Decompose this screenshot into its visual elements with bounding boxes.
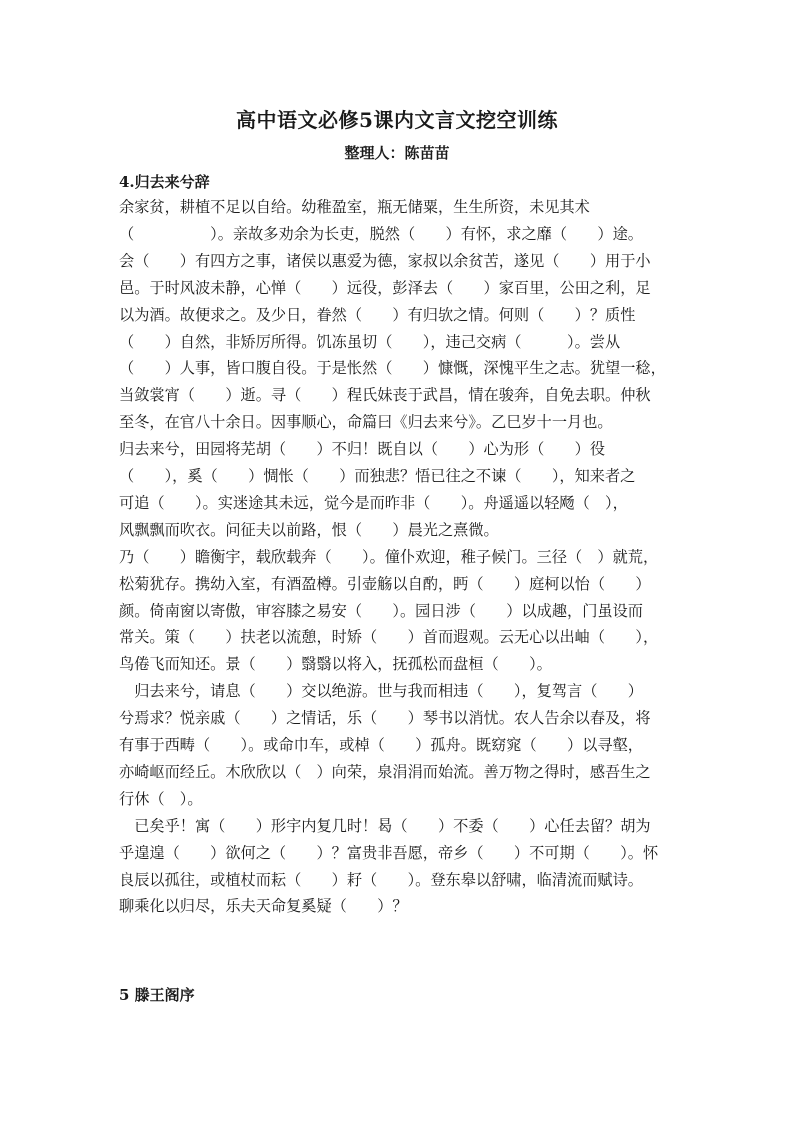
text-line: 归去来兮，田园将芜胡（ ）不归！既自以（ ）心为形（ ）役 xyxy=(119,440,605,459)
text-line: （ ）自然，非矫厉所得。饥冻虽切（ ），违己交病（ ）。尝从 xyxy=(119,332,621,351)
text-line: 以为酒。故便求之。及少日，眷然（ ）有归欤之情。何则（ ）？质性 xyxy=(119,305,636,324)
text-line: 亦崎岖而经丘。木欣欣以（ ）向荣，泉涓涓而始流。善万物之得时，感吾生之 xyxy=(119,762,651,781)
section-heading-4: 4.归去来兮辞 xyxy=(119,173,210,191)
text-line: 乃（ ）瞻衡宇，载欣载奔（ ）。僮仆欢迎，稚子候门。三径（ ）就荒， xyxy=(119,547,659,566)
text-line: 兮焉求？悦亲戚（ ）之情话，乐（ ）琴书以消忧。农人告余以春及，将 xyxy=(119,709,651,728)
text-line: 当敛裳宵（ ）逝。寻（ ）程氏妹丧于武昌，情在骏奔，自免去职。仲秋 xyxy=(119,386,651,405)
text-line: 颜。倚南窗以寄傲，审容膝之易安（ ）。园日涉（ ）以成趣，门虽设而 xyxy=(119,601,643,620)
compiler-credit: 整理人：陈苗苗 xyxy=(344,144,450,162)
text-line: 行休（ ）。 xyxy=(119,789,203,808)
document-title: 高中语文必修5课内文言文挖空训练 xyxy=(236,108,558,132)
text-line: 已矣乎！寓（ ）形宇内复几时！曷（ ）不委（ ）心任去留？胡为 xyxy=(119,816,651,835)
text-line: 有事于西畴（ ）。或命巾车，或棹（ ）孤舟。既窈窕（ ）以寻壑， xyxy=(119,736,643,754)
text-line: 聊乘化以归尽，乐夫天命复奚疑（ ）？ xyxy=(119,897,408,916)
text-line: 至冬，在官八十余日。因事顺心，命篇曰《归去来兮》。乙巳岁十一月也。 xyxy=(119,413,613,432)
text-line: 风飘飘而吹衣。问征夫以前路，恨（ ）晨光之熹微。 xyxy=(119,520,499,539)
text-line: 邑。于时风波未静，心惮（ ）远役，彭泽去（ ）家百里，公田之利，足 xyxy=(119,278,651,297)
text-line: 松菊犹存。携幼入室，有酒盈樽。引壶觞以自酌，眄（ ）庭柯以怡（ ） xyxy=(119,574,651,593)
text-line: 良辰以孤往，或植杖而耘（ ）耔（ ）。登东皋以舒啸，临清流而赋诗。 xyxy=(119,870,643,889)
text-line: 可追（ ）。实迷途其未远，觉今是而昨非（ ）。舟遥遥以轻飏（ ）， xyxy=(119,493,628,512)
text-line: 常关。策（ ）扶老以流憩，时矫（ ）首而遐观。云无心以出岫（ ）， xyxy=(119,628,659,647)
text-line: （ ）人事，皆口腹自役。于是怅然（ ）慷慨，深愧平生之志。犹望一稔， xyxy=(119,359,666,378)
text-line: 归去来兮，请息（ ）交以绝游。世与我而相违（ ），复驾言（ ） xyxy=(119,682,643,701)
text-line: 余家贫，耕植不足以自给。幼稚盈室，瓶无储粟，生生所资，未见其术 xyxy=(119,198,590,216)
section-heading-5: 5 滕王阁序 xyxy=(119,986,195,1004)
text-line: 鸟倦飞而知还。景（ ）翳翳以将入，抚孤松而盘桓（ ）。 xyxy=(119,655,552,674)
text-line: 乎遑遑（ ）欲何之（ ）？富贵非吾愿，帝乡（ ）不可期（ ）。怀 xyxy=(119,843,659,862)
text-line: （ ），奚（ ）惆怅（ ）而独悲？悟已往之不谏（ ），知来者之 xyxy=(119,467,636,485)
text-line: （ ）。亲故多劝余为长吏，脱然（ ）有怀，求之靡（ ）途。 xyxy=(119,224,643,243)
text-line: 会（ ）有四方之事，诸侯以惠爱为德，家叔以余贫苦，遂见（ ）用于小 xyxy=(119,251,651,270)
